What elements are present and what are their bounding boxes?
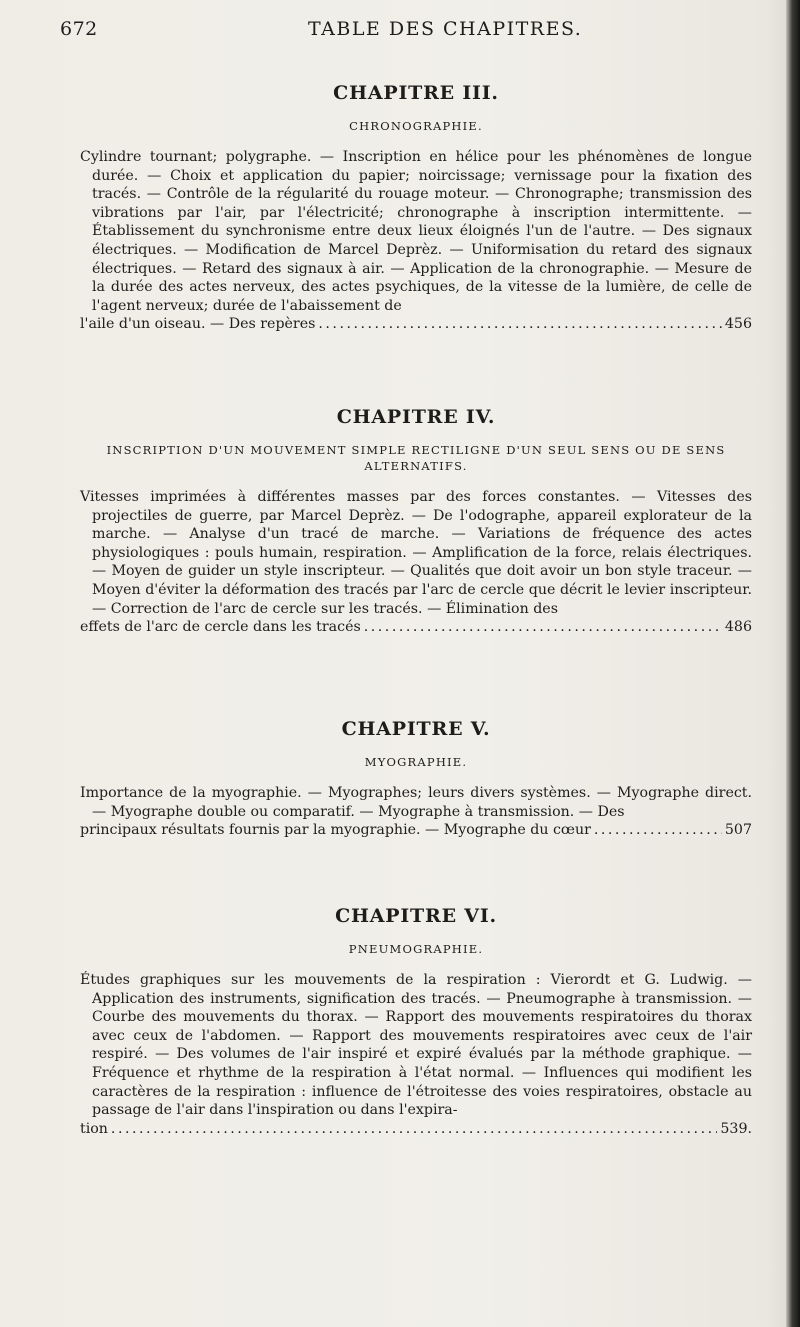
chapter-iv [80, 406, 752, 637]
chapter-last-line [80, 1120, 752, 1139]
chapter-vi [80, 905, 752, 1138]
chapter-title: CHAPITRE V. [341, 718, 491, 740]
chapter-last-line [80, 315, 752, 334]
running-title: TABLE DES CHAPITRES. [308, 18, 583, 40]
chapter-iii [80, 82, 752, 334]
chapter-summary: Importance de la myographie. — Myographes; leurs divers systèmes. — Myographe direct. — Myographe double ou comparatif. — Myographe à transmission. — Des [80, 785, 752, 820]
chapter-title: CHAPITRE IV. [336, 406, 496, 428]
chapter-last-text: effets de l'arc de cercle dans les tracés [80, 619, 361, 636]
chapter-last-line [80, 618, 752, 637]
chapter-page-ref: 539. [720, 1120, 752, 1137]
chapter-subtitle: MYOGRAPHIE. [364, 755, 468, 769]
chapter-v [80, 718, 752, 840]
chapter-title: CHAPITRE VI. [335, 905, 497, 927]
chapter-subtitle: PNEUMOGRAPHIE. [348, 942, 484, 956]
dot-leader [594, 821, 722, 840]
chapter-last-text: principaux résultats fournis par la myographie. — Myographe du cœur [80, 822, 591, 839]
chapter-last-text: tion [80, 1120, 108, 1137]
dot-leader [111, 1120, 717, 1139]
dot-leader [318, 315, 722, 334]
chapter-subtitle: INSCRIPTION D'UN MOUVEMENT SIMPLE RECTILIGNE D'UN SEUL SENS OU DE SENS ALTERNATIFS. [106, 443, 726, 473]
chapter-page-ref: 456 [724, 316, 752, 333]
chapter-summary: Vitesses imprimées à différentes masses par des forces constantes. — Vitesses des projectiles de guerre, par Marcel Deprèz. — De l'odographe, appareil explorateur de la marche. — Analyse d'un tracé de marche. — Variations de fréquence des actes physiologiques : pouls humain, respiration. — Amplification de la force, relais électriques. — Moyen de guider un style inscripteur. — Qualités que doit avoir un bon style traceur. — Moyen d'éviter la déformation des tracés par l'arc de cercle que décrit le levier inscripteur. — Correction de l'arc de cercle sur les tracés. — Élimination des [80, 489, 752, 617]
chapter-last-text: l'aile d'un oiseau. — Des repères [80, 316, 316, 333]
chapter-page-ref: 486 [724, 619, 752, 636]
chapter-summary: Cylindre tournant; polygraphe. — Inscription en hélice pour les phénomènes de longue durée. — Choix et application du papier; noircissage; vernissage pour la fixation des tracés. — Contrôle de la régularité du rouage moteur. — Chronographe; transmission des vibrations par l'air, par l'électricité; chronographe à inscription intermittente. — Établissement du synchronisme entre deux lieux éloignés l'un de l'autre. — Des signaux électriques. — Modification de Marcel Deprèz. — Uniformisation du retard des signaux électriques. — Retard des signaux à air. — Application de la chronographie. — Mesure de la durée des actes nerveux, des actes psychiques, de la vitesse de la lumière, de celle de l'agent nerveux; durée de l'abaissement de [80, 149, 752, 314]
page-header [60, 18, 760, 48]
chapter-last-line [80, 821, 752, 840]
chapter-title: CHAPITRE III. [333, 82, 499, 104]
dot-leader [364, 618, 722, 637]
chapter-subtitle: CHRONOGRAPHIE. [349, 119, 483, 133]
chapter-page-ref: 507 [724, 822, 752, 839]
page-number: 672 [60, 18, 98, 40]
chapter-summary: Études graphiques sur les mouvements de la respiration : Vierordt et G. Ludwig. — Application des instruments, signification des tracés. — Pneumographe à transmission. — Courbe des mouvements du thorax. — Rapport des mouvements respiratoires du thorax avec ceux de l'abdomen. — Rapport des mouvements respiratoires avec ceux de l'air respiré. — Des volumes de l'air inspiré et expiré évalués par la méthode graphique. — Fréquence et rhythme de la respiration à l'état normal. — Influences qui modifient les caractères de la respiration : influence de l'étroitesse des voies respiratoires, obstacle au passage de l'air dans l'inspiration ou dans l'expira- [80, 972, 752, 1119]
page-binding-edge [786, 0, 800, 1327]
